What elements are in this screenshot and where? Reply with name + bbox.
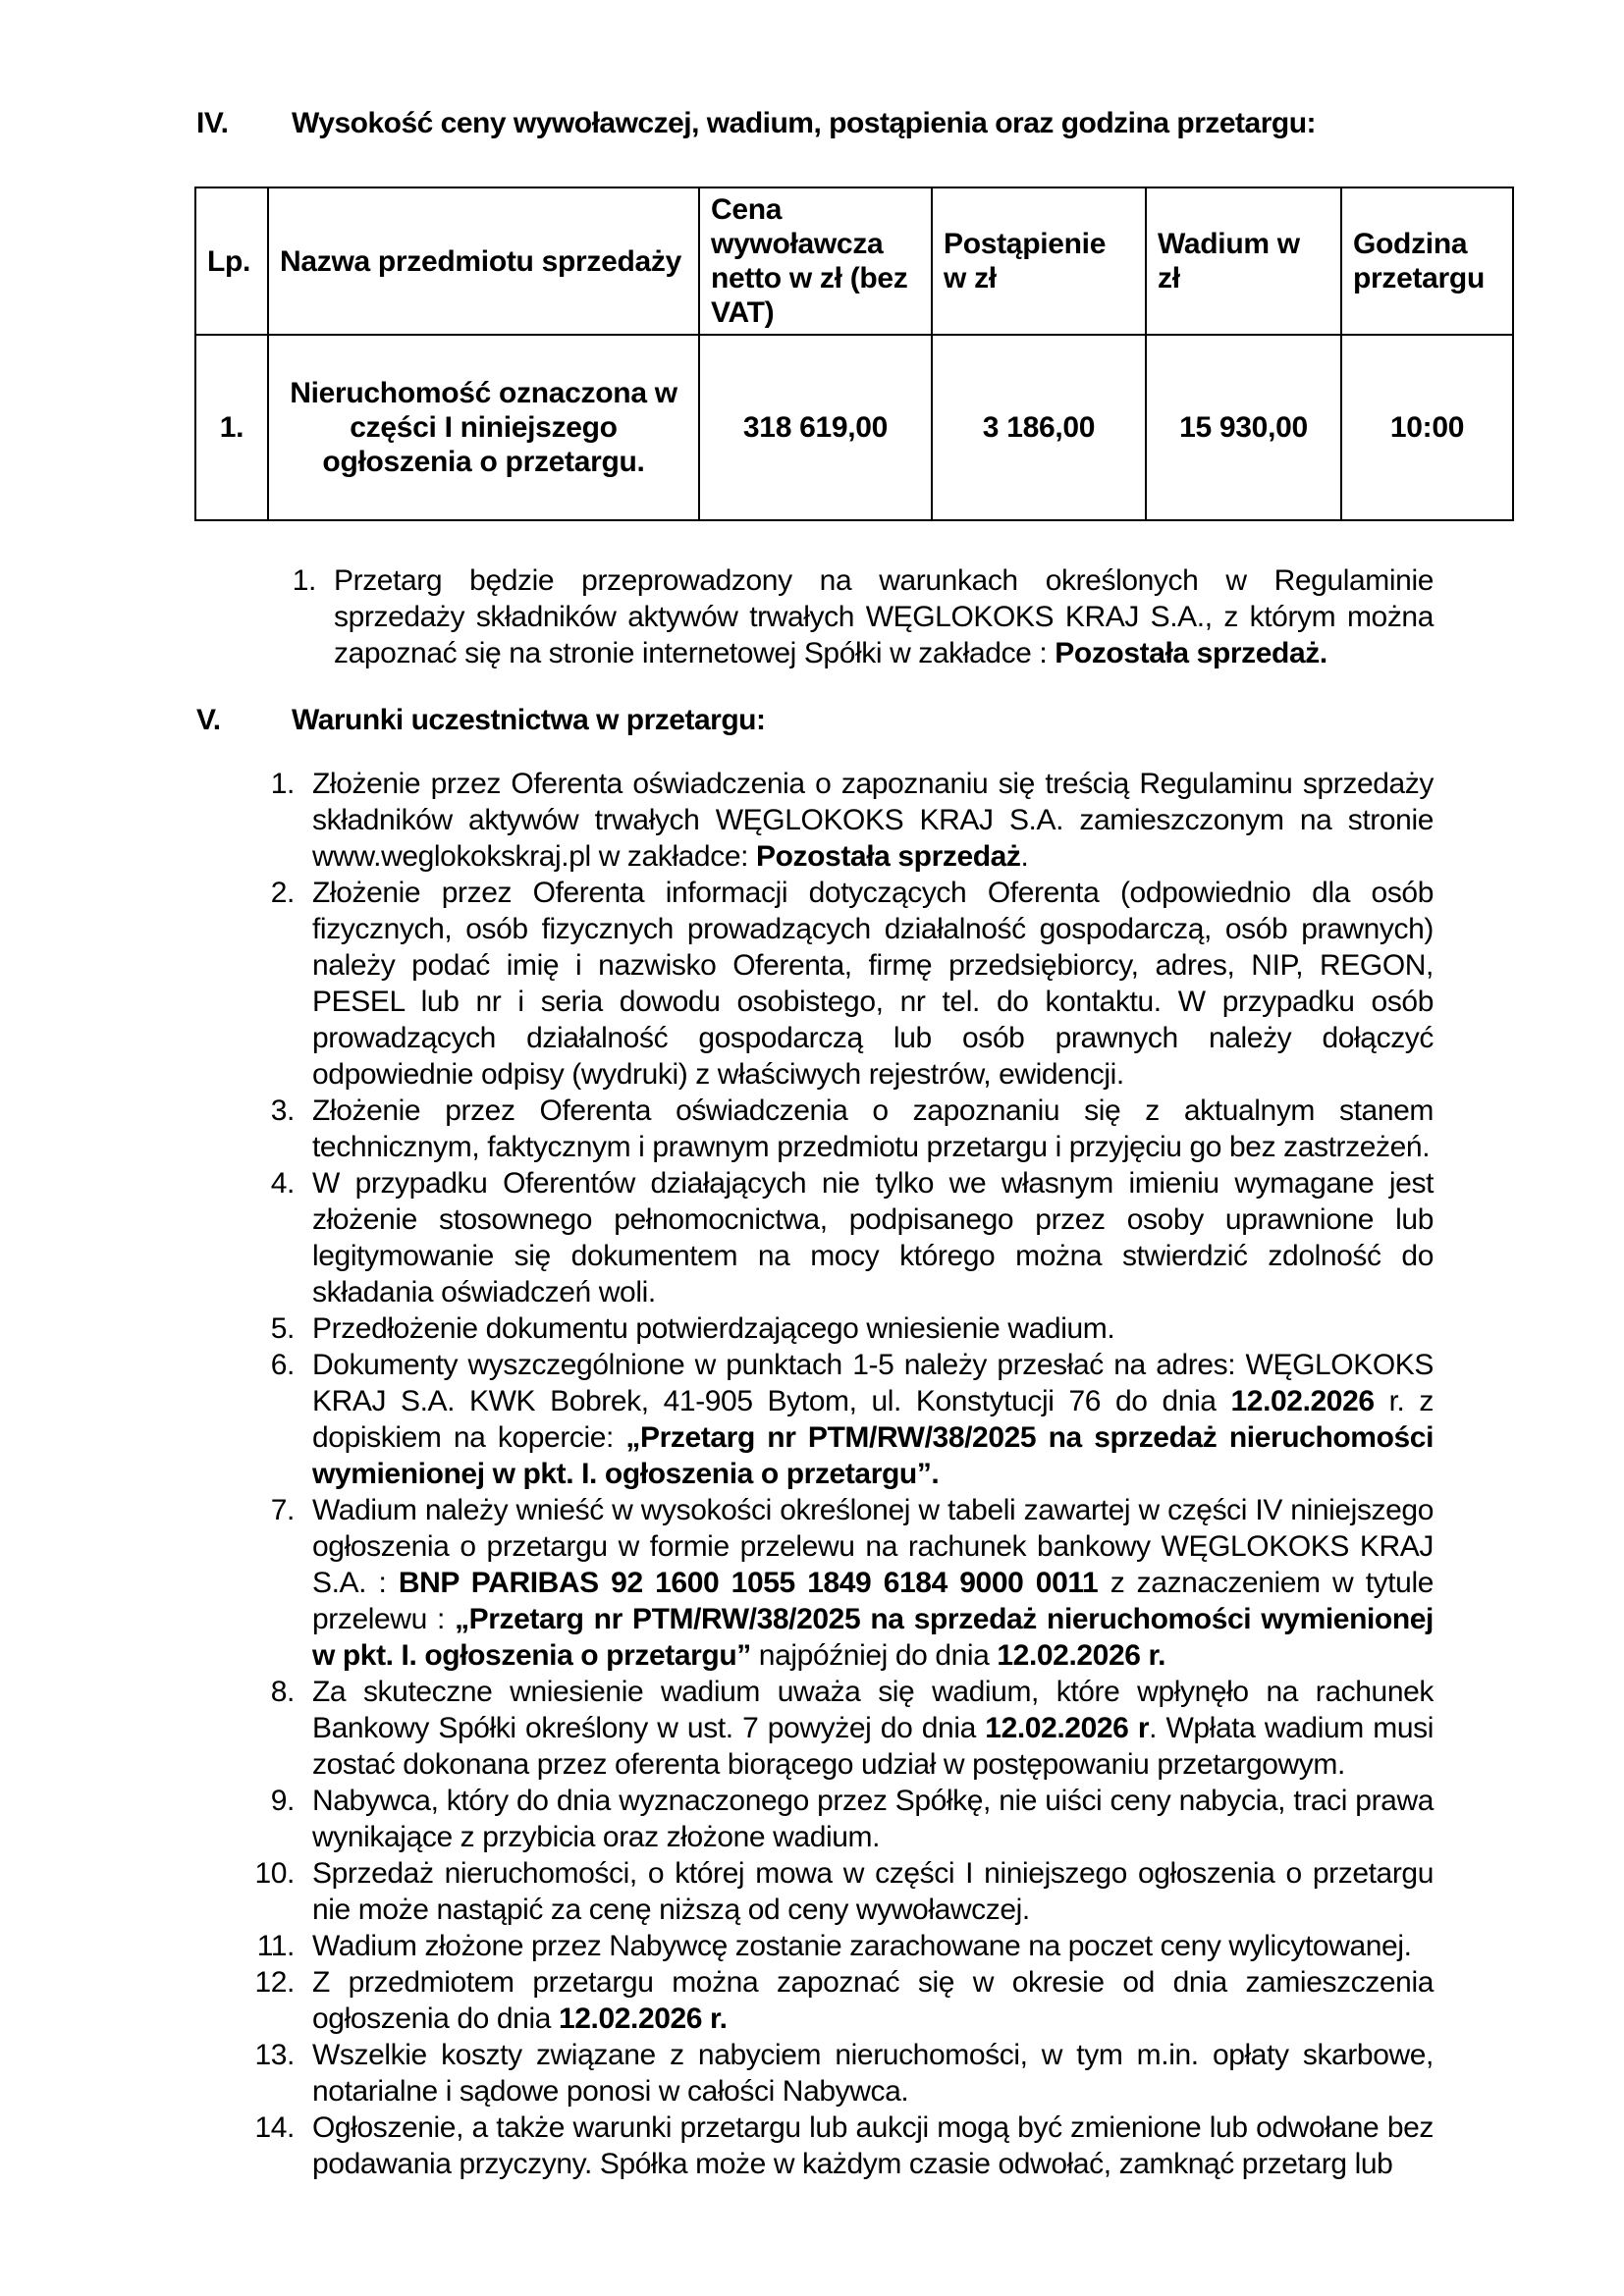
item-number: 1. — [270, 768, 295, 800]
section-v-heading — [196, 701, 1434, 740]
item-number: 10. — [254, 1857, 295, 1890]
item-text: Przetarg będzie przeprowadzony na warunkach określonych w Regulaminie sprzedaży składników aktywów trwałych WĘGLOKOKS KRAJ S.A., z którym można zapoznać się na stronie internetowej Spółki w zakładce : Pozostała sprzedaż. — [334, 564, 1434, 669]
cell-deposit: 15 930,00 — [1146, 335, 1341, 520]
list-item — [196, 1492, 1434, 1674]
list-item — [196, 1165, 1434, 1310]
list-item — [196, 1783, 1434, 1855]
conditions-list — [196, 766, 1434, 2182]
item-number: 5. — [270, 1312, 295, 1345]
item-text: Sprzedaż nieruchomości, o której mowa w części I niniejszego ogłoszenia o przetargu nie może nastąpić za cenę niższą od ceny wywoławczej. — [312, 1857, 1434, 1926]
list-item — [196, 766, 1434, 875]
item-text: Przedłożenie dokumentu potwierdzającego wniesienie wadium. — [312, 1312, 1115, 1345]
item-text: Wadium należy wnieść w wysokości określonej w tabeli zawartej w części IV niniejszego ogłoszenia o przetargu w formie przelewu na rachunek bankowy WĘGLOKOKS KRAJ S.A. : BNP PARIBAS 92 1600 1055 1849 6184 9000 0011 z zaznaczeniem w tytule przelewu : „Przetarg nr PTM/RW/38/2025 na sprzedaż nieruchomości wymienionej w pkt. I. ogłoszenia o przetargu” najpóźniej do dnia 12.02.2026 r. — [312, 1494, 1434, 1672]
section-v-title: Warunki uczestnictwa w przetargu: — [292, 704, 766, 736]
item-text: Ogłoszenie, a także warunki przetargu lub aukcji mogą być zmienione lub odwołane bez podawania przyczyny. Spółka może w każdym czasie odwołać, zamknąć przetarg lub — [312, 2111, 1434, 2180]
cell-bid-increment: 3 186,00 — [932, 335, 1146, 520]
cell-starting-price: 318 619,00 — [699, 335, 932, 520]
list-item — [196, 1674, 1434, 1783]
item-text: Za skuteczne wniesienie wadium uważa się wadium, które wpłynęło na rachunek Bankowy Spółki określony w ust. 7 powyżej do dnia 12.02.2026 r. Wpłata wadium musi zostać dokonana przez oferenta biorącego udział w postępowaniu przetargowym. — [312, 1676, 1434, 1781]
list-item — [196, 1964, 1434, 2037]
item-number: 12. — [254, 1966, 295, 1999]
list-item — [196, 2109, 1434, 2182]
section-iv-heading — [196, 104, 1434, 143]
item-text: W przypadku Oferentów działających nie tylko we własnym imieniu wymagane jest złożenie stosownego pełnomocnictwa, podpisanego przez osoby uprawnione lub legitymowanie się dokumentem na mocy którego można stwierdzić zdolność do składania oświadczeń woli. — [312, 1167, 1434, 1308]
item-text: Wadium złożone przez Nabywcę zostanie zarachowane na poczet ceny wylicytowanej. — [312, 1930, 1412, 1962]
cell-auction-time: 10:00 — [1341, 335, 1513, 520]
list-item — [196, 1310, 1434, 1347]
item-text: Z przedmiotem przetargu można zapoznać się w okresie od dnia zamieszczenia ogłoszenia do dnia 12.02.2026 r. — [312, 1966, 1434, 2035]
item-number: 4. — [270, 1167, 295, 1200]
item-text: Wszelkie koszty związane z nabyciem nieruchomości, w tym m.in. opłaty skarbowe, notarialne i sądowe ponosi w całości Nabywca. — [312, 2039, 1434, 2108]
item-number: 8. — [270, 1676, 295, 1708]
item-text: Złożenie przez Oferenta oświadczenia o zapoznaniu się treścią Regulaminu sprzedaży składników aktywów trwałych WĘGLOKOKS KRAJ S.A. zamieszczonym na stronie www.weglokokskraj.pl w zakładce: Pozostała sprzedaż. — [312, 768, 1434, 873]
header-deposit: Wadium w zł — [1146, 187, 1341, 335]
list-item — [196, 562, 1434, 671]
item-text: Nabywca, który do dnia wyznaczonego przez Spółkę, nie uiści ceny nabycia, traci prawa wynikające z przybicia oraz złożone wadium. — [312, 1785, 1434, 1853]
item-text: Złożenie przez Oferenta oświadczenia o zapoznaniu się z aktualnym stanem technicznym, faktycznym i prawnym przedmiotu przetargu i przyjęciu go bez zastrzeżeń. — [312, 1095, 1434, 1163]
list-item — [196, 875, 1434, 1093]
tender-parameters-table — [194, 187, 1514, 521]
section-iv-title: Wysokość ceny wywoławczej, wadium, postąpienia oraz godzina przetargu: — [292, 107, 1317, 139]
item-number: 6. — [270, 1349, 295, 1381]
header-auction-time: Godzina przetargu — [1341, 187, 1513, 335]
table-header-row — [195, 187, 1513, 335]
item-text: Dokumenty wyszczególnione w punktach 1-5 należy przesłać na adres: WĘGLOKOKS KRAJ S.A. KWK Bobrek, 41-905 Bytom, ul. Konstytucji 76 do dnia 12.02.2026 r. z dopiskiem na kopercie: „Przetarg nr PTM/RW/38/2025 na sprzedaż nieruchomości wymienionej w pkt. I. ogłoszenia o przetargu”. — [312, 1349, 1435, 1490]
list-item — [196, 1928, 1434, 1964]
header-item-name: Nazwa przedmiotu sprzedaży — [268, 187, 699, 335]
item-number: 2. — [270, 877, 295, 909]
list-item — [196, 1347, 1434, 1492]
cell-item-name: Nieruchomość oznaczona w części I niniejszego ogłoszenia o przetargu. — [268, 335, 699, 520]
item-number: 7. — [270, 1494, 295, 1526]
section-iv-number: IV. — [196, 107, 229, 139]
section-v-number: V. — [196, 704, 221, 736]
header-bid-increment: Postąpienie w zł — [932, 187, 1146, 335]
item-number: 1. — [292, 564, 316, 597]
list-item — [196, 1855, 1434, 1928]
after-table-list — [196, 562, 1434, 671]
header-lp: Lp. — [195, 187, 268, 335]
item-number: 9. — [270, 1785, 295, 1817]
item-number: 13. — [254, 2039, 295, 2071]
table-row — [195, 335, 1513, 520]
item-number: 14. — [254, 2111, 295, 2144]
item-number: 3. — [270, 1095, 295, 1127]
list-item — [196, 1093, 1434, 1165]
list-item — [196, 2037, 1434, 2109]
header-starting-price: Cena wywoławcza netto w zł (bez VAT) — [699, 187, 932, 335]
cell-lp: 1. — [195, 335, 268, 520]
item-text: Złożenie przez Oferenta informacji dotyczących Oferenta (odpowiednio dla osób fizycznych, osób fizycznych prowadzących działalność gospodarczą, osób prawnych) należy podać imię i nazwisko Oferenta, firmę przedsiębiorcy, adres, NIP, REGON, PESEL lub nr i seria dowodu osobistego, nr tel. do kontaktu. W przypadku osób prowadzących działalność gospodarczą lub osób prawnych należy dołączyć odpowiednie odpisy (wydruki) z właściwych rejestrów, ewidencji. — [312, 877, 1434, 1091]
item-number: 11. — [256, 1930, 295, 1962]
